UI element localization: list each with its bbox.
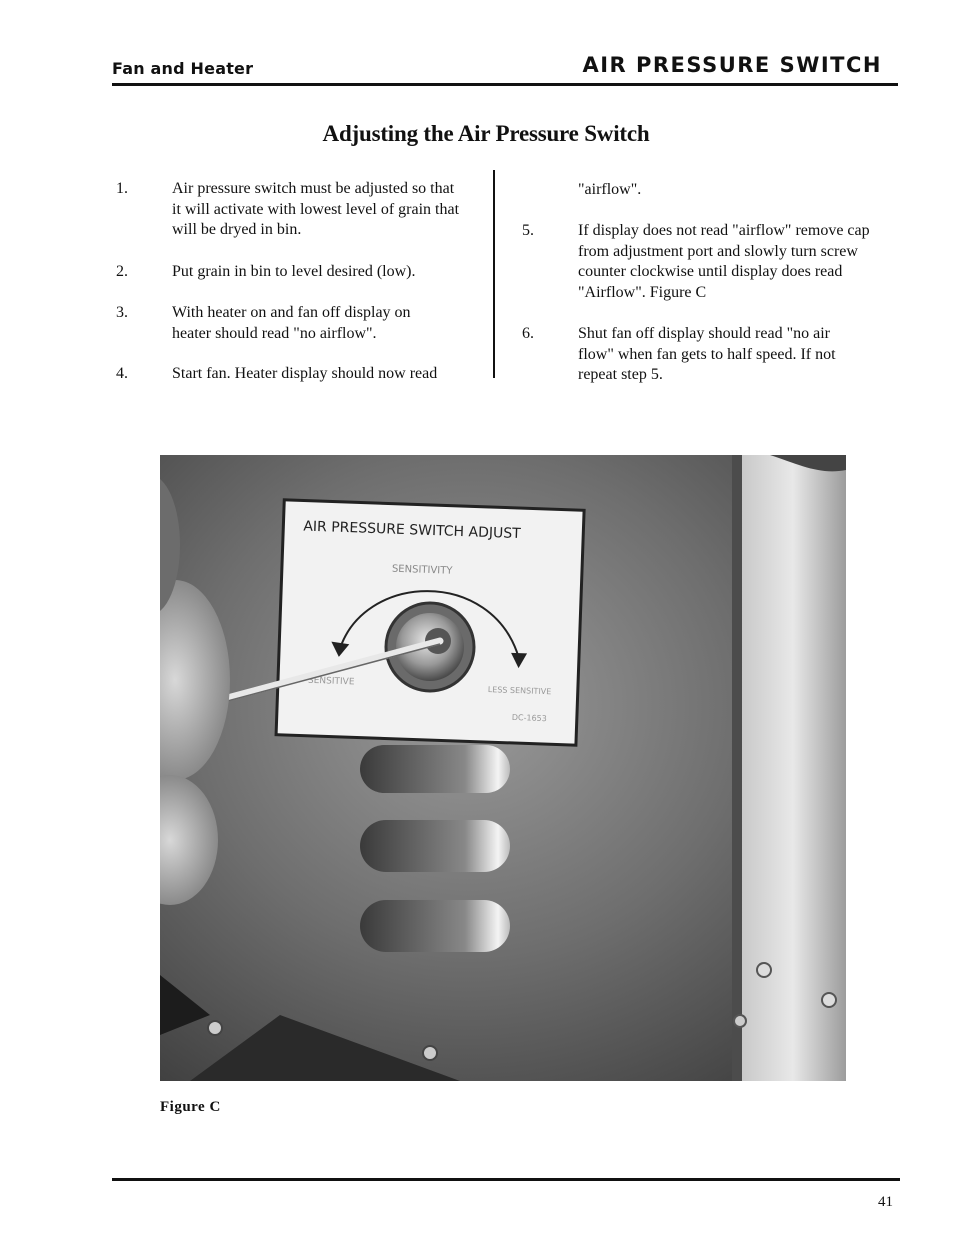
step-2 [116, 262, 466, 284]
step-6 [522, 324, 878, 386]
label-less: LESS SENSITIVE [487, 685, 552, 697]
figure-photo [160, 455, 846, 1081]
label-more: SENSITIVE [307, 675, 355, 688]
figure-caption: Figure C [160, 1099, 221, 1115]
footer-rule [112, 1178, 900, 1181]
step-number: 6. [522, 325, 534, 342]
step-text: "airflow". [578, 181, 642, 198]
step-5 [522, 221, 878, 305]
label-code: DC-1653 [511, 712, 547, 724]
step-number: 1. [116, 180, 128, 197]
page-title: Adjusting the Air Pressure Switch [322, 121, 650, 146]
step-number: 5. [522, 222, 534, 239]
column-divider [493, 170, 495, 378]
step-text: Start fan. Heater display should now read [172, 365, 438, 382]
step-number: 2. [116, 263, 128, 280]
step-text: Air pressure switch must be adjusted so that it will activate with lowest level of grain that will be dryed in bin. [172, 180, 460, 238]
label-title: AIR PRESSURE SWITCH ADJUST [303, 518, 521, 543]
step-text: Shut fan off display should read "no air flow" when fan gets to half speed. If not repeat step 5. [578, 325, 836, 383]
page-number: 41 [878, 1194, 893, 1210]
step-text: With heater on and fan off display on heater should read "no airflow". [172, 304, 411, 342]
step-number: 4. [116, 365, 128, 382]
header-rule [112, 83, 898, 86]
step-1 [116, 179, 466, 241]
step-number: 3. [116, 304, 128, 321]
step-text: Put grain in bin to level desired (low). [172, 263, 416, 280]
step-4-continued [522, 180, 872, 202]
adjust-label [276, 500, 584, 745]
step-3 [116, 303, 466, 345]
step-text: If display does not read "airflow" remove cap from adjustment port and slowly turn screw counter clockwise until display does read "Airflow". Figure C [578, 222, 870, 301]
label-sensitivity: SENSITIVITY [391, 563, 453, 577]
page-topic: AIR PRESSURE SWITCH [582, 53, 882, 77]
section-title: Fan and Heater [112, 59, 254, 78]
step-4 [116, 364, 476, 386]
